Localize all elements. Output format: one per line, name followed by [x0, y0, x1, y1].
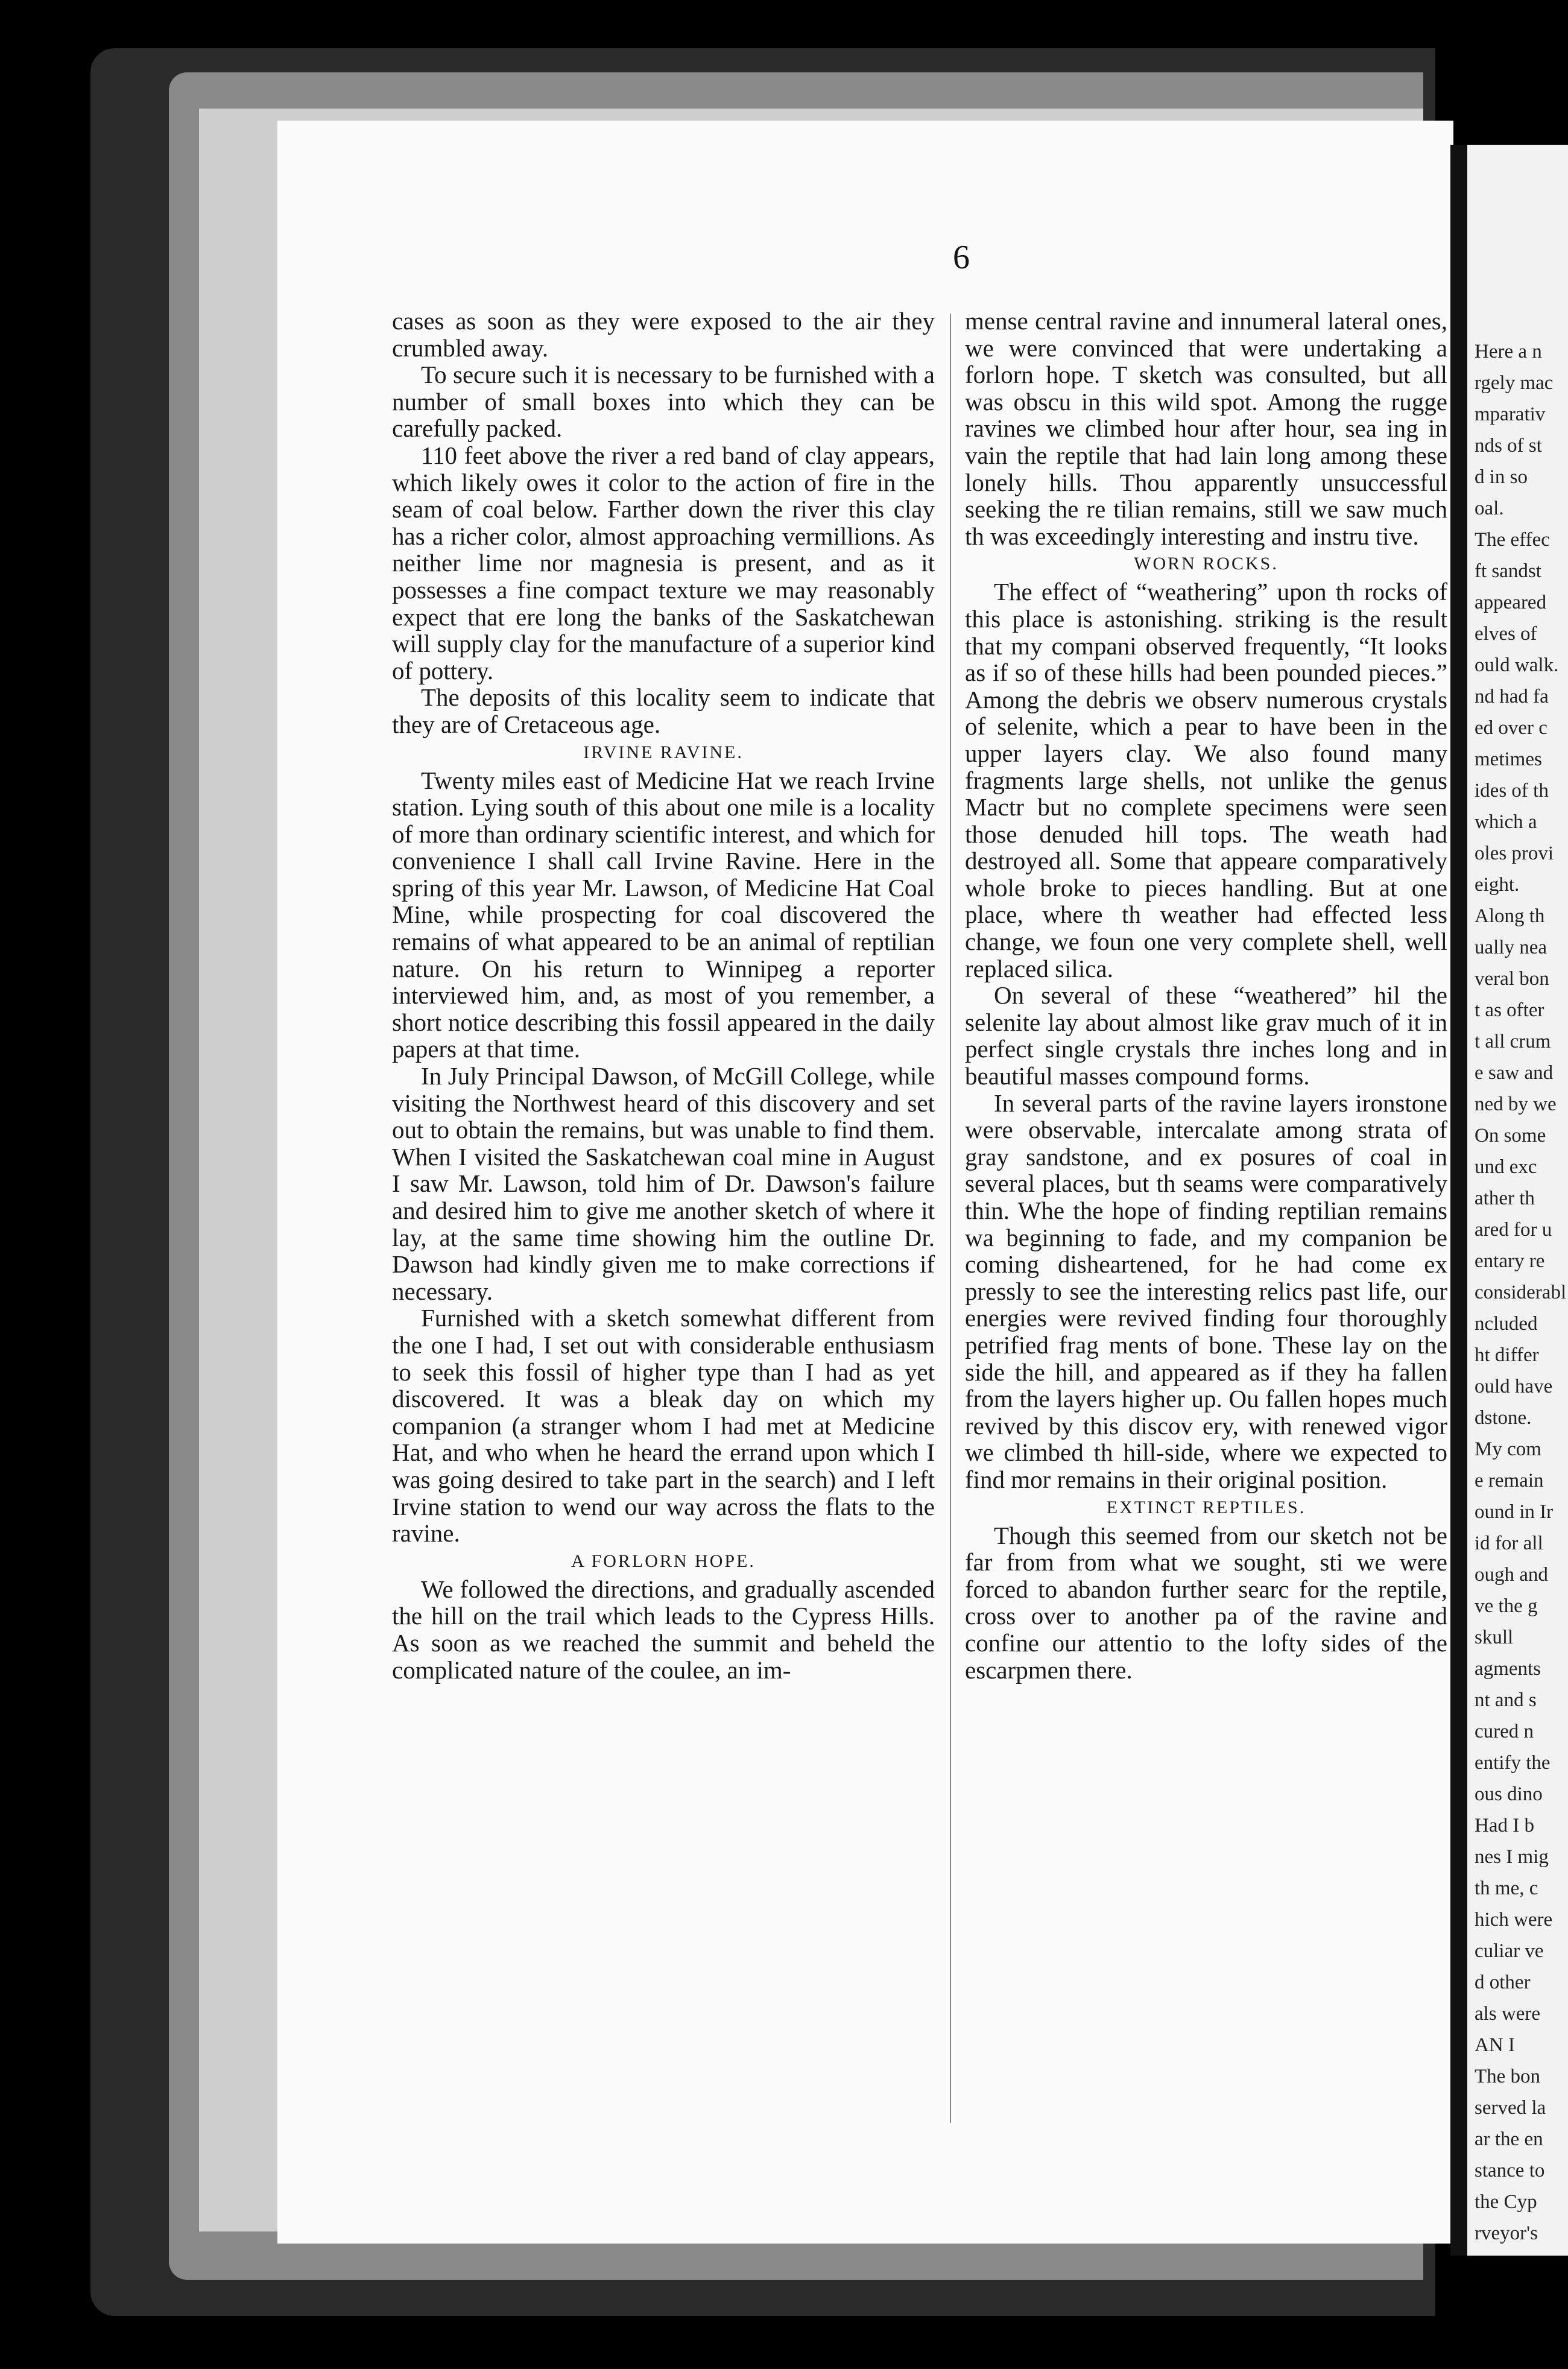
next-page-fragment: ared for u — [1475, 1219, 1552, 1241]
paragraph: In several parts of the ravine layers ironstone were observable, intercalate among strata of gray sandstone, and ex posures of coal in several places, but th seams were comparatively thin. Whe the hope of finding reptilian remains wa beginning to fade, and my companion be coming disheartened, for he had come ex pressly to see the interesting relics past life, our energies were revived finding four thoroughly petrified frag ments of bone. These lay on the side the hill, and appeared as if they ha fallen from the layers higher up. Ou fallen hopes much revived by this discov ery, with renewed vigor we climbed th hill-side, where we expected to find mor remains in their original position. — [965, 1089, 1447, 1493]
next-page-fragment: My com — [1475, 1438, 1541, 1460]
next-page-fragment: Along th — [1475, 905, 1545, 927]
next-page-fragment: ed over c — [1475, 717, 1547, 739]
next-page-fragment: oles provi — [1475, 843, 1554, 864]
next-page-fragment: ft sandst — [1475, 560, 1541, 582]
next-page-fragment: ous dino — [1475, 1783, 1543, 1805]
next-page-fragment: ve the g — [1475, 1595, 1538, 1617]
next-page-fragment: dstone. — [1475, 1407, 1532, 1429]
next-page-fragment: culiar ve — [1475, 1940, 1544, 1962]
gutter-shadow — [1450, 145, 1467, 2256]
page-number: 6 — [953, 239, 970, 276]
paragraph: The effect of “weathering” upon th rocks of this place is astonishing. striking is the result that my compani observed frequently, “It looks as if so of these hills had been pounded pieces.” Among the debris we observ numerous crystals of selenite, which a pear to have been in the upper layers clay. We also found many fragments large shells, not unlike the genus Mactr but no complete specimens were seen those denuded hill tops. The weath had destroyed all. Some that appeare comparatively whole broke to pieces handling. But at one place, where th weather had effected less change, we foun one very complete shell, well replaced silica. — [965, 578, 1447, 982]
next-page-fragment: served la — [1475, 2097, 1546, 2119]
next-page-fragment: agments — [1475, 1658, 1541, 1680]
next-page-fragment: nds of st — [1475, 435, 1542, 457]
next-page-fragment: ncluded — [1475, 1313, 1538, 1335]
next-page-fragment: als were — [1475, 2003, 1541, 2025]
next-page-fragment: Had I b — [1475, 1815, 1534, 1836]
next-page-fragment: und exc — [1475, 1156, 1537, 1178]
next-page-fragment: ound in Ir — [1475, 1501, 1554, 1523]
next-page-fragment: mparativ — [1475, 403, 1546, 425]
paragraph: On several of these “weathered” hil the selenite lay about almost like grav much of it in perfect single crystals thre inches long and in beautiful masses compound forms. — [965, 981, 1447, 1090]
next-page-edge — [1450, 145, 1568, 2256]
next-page-fragment: oal. — [1475, 498, 1504, 519]
paragraph: mense central ravine and innumeral lateral ones, we were convinced that were undertaking a forlorn hope. T sketch was consulted, but all was obscu in this wild spot. Among the rugge ravines we climbed hour after hour, sea ing in vain the reptile that had lain long among these lonely hills. Thou apparently unsuccessful seeking the re tilian remains, still we saw much th was exceedingly interesting and instru tive. — [965, 307, 1447, 550]
section-heading: IRVINE RAVINE. — [583, 742, 744, 762]
paragraph: To secure such it is necessary to be furnished with a number of small boxes into which they can be carefully packed. — [392, 361, 935, 443]
column-divider — [950, 314, 951, 2123]
paragraph: cases as soon as they were exposed to the air they crumbled away. — [392, 307, 935, 362]
next-page-fragment: The effec — [1475, 529, 1550, 551]
next-page-fragment: ides of th — [1475, 780, 1549, 802]
section-heading: WORN ROCKS. — [1134, 554, 1279, 574]
next-page-fragment: AN I — [1475, 2034, 1515, 2056]
next-page-fragment: which a — [1475, 811, 1537, 833]
next-page-fragment: the Cyp — [1475, 2191, 1537, 2213]
next-page-fragment: veral bon — [1475, 968, 1549, 990]
next-page-fragment: ned by we — [1475, 1093, 1557, 1115]
paragraph: The deposits of this locality seem to indicate that they are of Cretaceous age. — [392, 683, 935, 738]
next-page-fragment: e remain — [1475, 1470, 1544, 1491]
right-column — [965, 308, 1447, 1683]
left-column — [392, 308, 935, 1683]
next-page-fragment: th me, c — [1475, 1877, 1538, 1899]
next-page-fragment: entary re — [1475, 1250, 1545, 1272]
next-page-fragment: metimes — [1475, 748, 1542, 770]
next-page-fragment: On some — [1475, 1125, 1546, 1147]
next-page-fragment: nt and s — [1475, 1689, 1537, 1711]
next-page-fragment: elves of — [1475, 623, 1537, 645]
paragraph: 110 feet above the river a red band of clay appears, which likely owes it color to the action of fire in the seam of coal below. Farther down the river this clay has a richer color, almost approaching vermillions. As neither lime nor magnesia is present, and as it possesses a fine compact texture we may reasonably expect that ere long the banks of the Saskatchewan will supply clay for the manufacture of a superior kind of pottery. — [392, 441, 935, 685]
paragraph: Furnished with a sketch somewhat different from the one I had, I set out with considerable enthusiasm to seek this fossil of higher type than I had as yet discovered. It was a bleak day on which my companion (a stranger whom I had met at Medicine Hat, and who when he heard the errand upon which I was going desired to take part in the search) and I left Irvine station to wend our way across the flats to the ravine. — [392, 1304, 935, 1548]
next-page-fragment: hich were — [1475, 1909, 1553, 1931]
next-page-fragment: Here a n — [1475, 341, 1542, 362]
section-heading: A FORLORN HOPE. — [571, 1551, 756, 1571]
next-page-fragment: entify the — [1475, 1752, 1551, 1774]
next-page-fragment: nes I mig — [1475, 1846, 1549, 1868]
next-page-fragment: t as ofter — [1475, 999, 1544, 1021]
next-page-fragment: ould have — [1475, 1376, 1553, 1397]
next-page-fragment: rgely mac — [1475, 372, 1554, 394]
next-page-fragment: ould walk. — [1475, 654, 1559, 676]
section-heading: EXTINCT REPTILES. — [1106, 1497, 1306, 1517]
next-page-fragment: d in so — [1475, 466, 1528, 488]
paragraph: Though this seemed from our sketch not be far from from what we sought, sti we were forced to abandon further searc for the reptile, cross over to another pa of the ravine and confine our attentio to the lofty sides of the escarpmen there. — [965, 1521, 1447, 1684]
next-page-fragment: d other — [1475, 1972, 1531, 1993]
next-page-fragment: skull — [1475, 1627, 1514, 1648]
next-page-fragment: ather th — [1475, 1188, 1535, 1209]
next-page-fragment: stance to — [1475, 2160, 1545, 2181]
next-page-fragment: cured n — [1475, 1721, 1534, 1742]
next-page-fragment: ar the en — [1475, 2128, 1543, 2150]
paragraph: In July Principal Dawson, of McGill College, while visiting the Northwest heard of this discovery and set out to obtain the remains, but was unable to find them. When I visited the Saskatchewan coal mine in August I saw Mr. Lawson, told him of Dr. Dawson's failure and desired him to give me another sketch of where it lay, at the same time showing him the outline Dr. Dawson had kindly given me to make corrections if necessary. — [392, 1062, 935, 1305]
next-page-fragment: e saw and — [1475, 1062, 1554, 1084]
next-page-fragment: nd had fa — [1475, 686, 1549, 707]
next-page-fragment: considerabl — [1475, 1282, 1567, 1303]
paragraph: Twenty miles east of Medicine Hat we reach Irvine station. Lying south of this about one mile is a locality of more than ordinary scientific interest, and which for convenience I shall call Irvine Ravine. Here in the spring of this year Mr. Lawson, of Medicine Hat Coal Mine, while prospecting for coal discovered the remains of what appeared to be an animal of reptilian nature. On his return to Winnipeg a reporter interviewed him, and, as most of you remember, a short notice describing this fossil appeared in the daily papers at that time. — [392, 766, 935, 1063]
next-page-fragment: ht differ — [1475, 1344, 1539, 1366]
next-page-fragment: ough and — [1475, 1564, 1548, 1586]
next-page-fragment: appeared — [1475, 592, 1547, 613]
next-page-fragment: eight. — [1475, 874, 1520, 896]
next-page-fragment: The bon — [1475, 2066, 1541, 2087]
next-page-fragment: id for all — [1475, 1532, 1543, 1554]
paragraph: We followed the directions, and gradually ascended the hill on the trail which leads to the Cypress Hills. As soon as we reached the summit and beheld the complicated nature of the coulee, an im- — [392, 1575, 935, 1684]
next-page-fragment: rveyor's — [1475, 2222, 1538, 2244]
next-page-fragment: t all crum — [1475, 1031, 1551, 1052]
next-page-fragment: ually nea — [1475, 937, 1547, 958]
